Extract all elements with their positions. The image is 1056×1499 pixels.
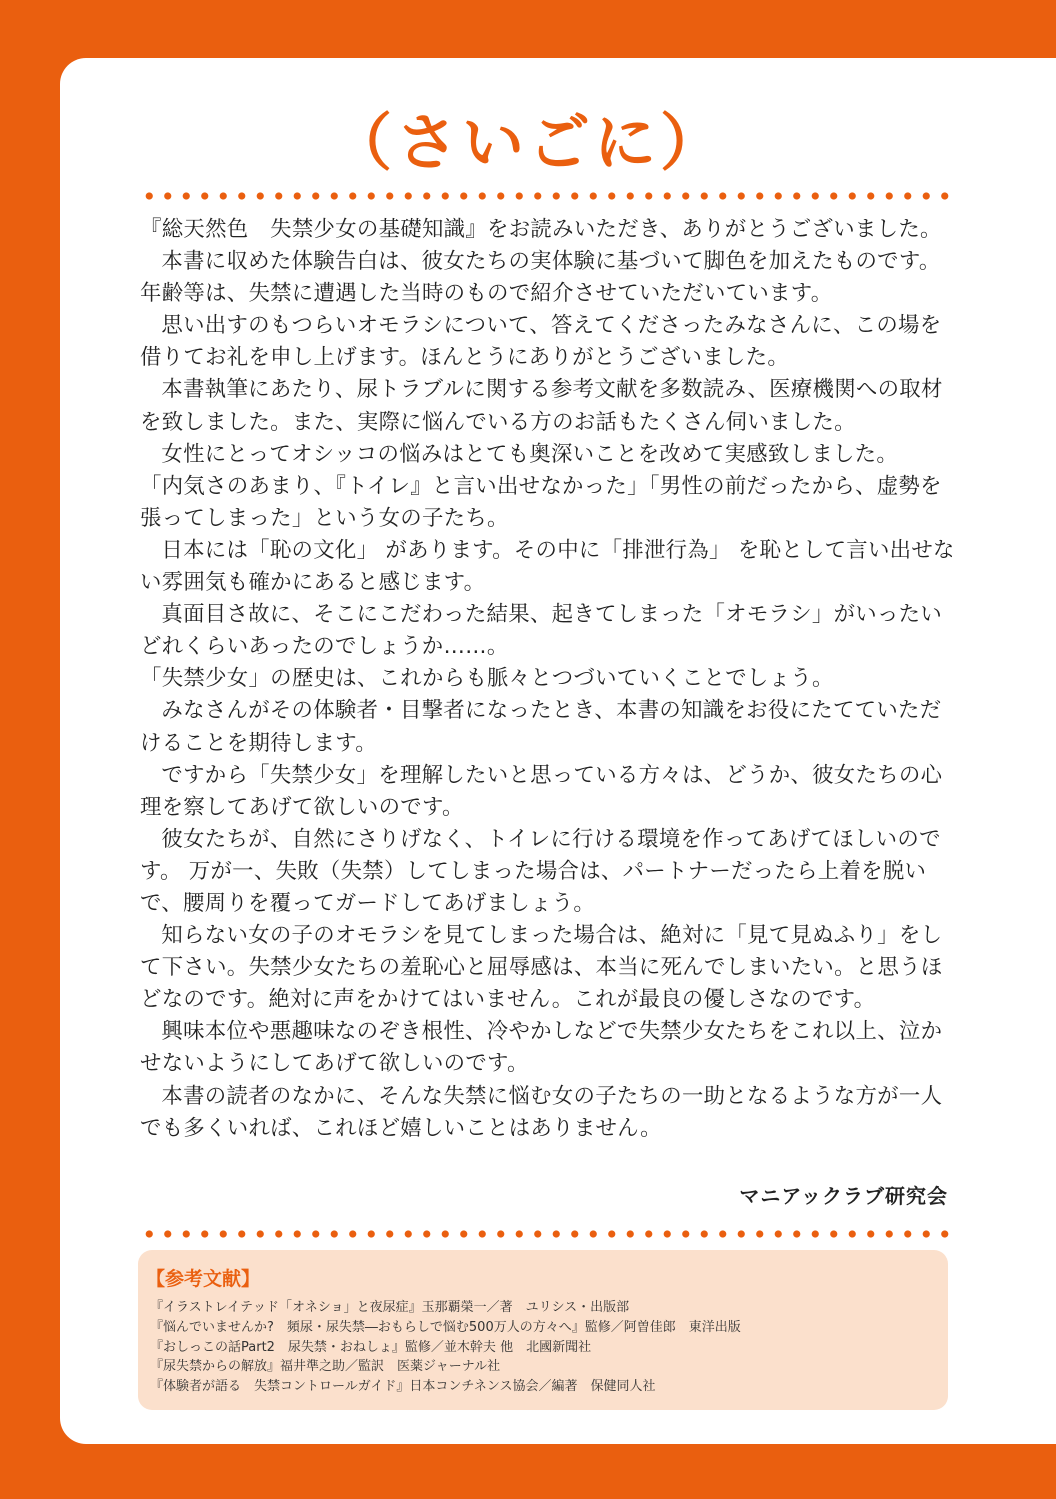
paragraph: 日本には「恥の文化」 があります。その中に「排泄行為」 を恥として言い出せない雰囲気も確かにあると感じます。 xyxy=(140,537,955,596)
afterword-body xyxy=(140,214,960,1145)
references-box xyxy=(138,1250,948,1410)
paragraph: 『総天然色 失禁少女の基礎知識』をお読みいただき、ありがとうございました。 xyxy=(140,217,942,242)
dotted-divider-top xyxy=(140,191,950,201)
paragraph: 「内気さのあまり、『トイレ』と言い出せなかった」「男性の前だったから、虚勢を張ってしまった」という女の子たち。 xyxy=(140,473,942,531)
reference-item: 『おしっこの話Part2 尿失禁・おねしょ』監修／並木幹夫 他 北國新聞社 xyxy=(150,1339,592,1355)
paragraph: ですから「失禁少女」を理解したいと思っている方々は、どうか、彼女たちの心理を察してあげて欲しいのです。 xyxy=(140,762,943,820)
paragraph: 彼女たちが、自然にさりげなく、トイレに行ける環境を作ってあげてほしいのです。 万が一、失敗（失禁）してしまった場合は、パートナーだったら上着を脱いで、腰周りを覆ってガードしてあげましょう。 xyxy=(140,826,941,916)
paragraph: 興味本位や悪趣味なのぞき根性、冷やかしなどで失禁少女たちをこれ以上、泣かせないようにしてあげて欲しいのです。 xyxy=(140,1019,943,1077)
references-heading: 【参考文献】 xyxy=(146,1268,261,1290)
reference-item: 『尿失禁からの解放』福井準之助／監訳 医薬ジャーナル社 xyxy=(150,1359,501,1375)
author-signature: マニアックラブ研究会 xyxy=(739,1184,948,1208)
reference-item: 『イラストレイテッド「オネショ」と夜尿症』玉那覇榮一／著 ユリシス・出版部 xyxy=(150,1300,630,1315)
reference-item: 『悩んでいませんか? 頻尿・尿失禁―おもらしで悩む500万人の方々へ』監修／阿曽佳郎 東洋出版 xyxy=(150,1319,741,1335)
paragraph: 「失禁少女」の歴史は、これからも脈々とつづいていくことでしょう。 xyxy=(140,666,834,692)
paragraph: 知らない女の子のオモラシを見てしまった場合は、絶対に「見て見ぬふり」をして下さい。失禁少女たちの羞恥心と屈辱感は、本当に死んでしまいたい。と思うほどなのです。絶対に声をかけてはいません。これが最良の優しさなのです。 xyxy=(140,923,943,1013)
page-title: （さいごに） xyxy=(329,106,726,179)
paragraph: 女性にとってオシッコの悩みはとても奥深いことを改めて実感致しました。 xyxy=(161,441,899,467)
reference-item: 『体験者が語る 失禁コントロールガイド』日本コンチネンス協会／編著 保健同人社 xyxy=(150,1379,656,1395)
paragraph: 思い出すのもつらいオモラシについて、答えてくださったみなさんに、この場を借りてお礼を申し上げます。ほんとうにありがとうございました。 xyxy=(140,313,942,371)
paragraph: 本書執筆にあたり、尿トラブルに関する参考文献を多数読み、医療機関への取材を致しました。また、実際に悩んでいる方のお話もたくさん伺いました。 xyxy=(140,377,943,435)
references-list xyxy=(150,1298,741,1397)
paragraph: 本書の読者のなかに、そんな失禁に悩む女の子たちの一助となるような方が一人でも多くいれば、これほど嬉しいことはありません。 xyxy=(140,1083,943,1141)
paragraph: みなさんがその体験者・目撃者になったとき、本書の知識をお役にたてていただけることを期待します。 xyxy=(140,698,942,756)
paragraph: 真面目さ故に、そこにこだわった結果、起きてしまった「オモラシ」がいったいどれくらいあったのでしょうか……。 xyxy=(140,602,943,660)
paragraph: 本書に収めた体験告白は、彼女たちの実体験に基づいて脚色を加えたものです。年齢等は、失禁に遭遇した当時のもので紹介させていただいています。 xyxy=(140,249,941,307)
dotted-divider-bottom xyxy=(140,1229,950,1239)
